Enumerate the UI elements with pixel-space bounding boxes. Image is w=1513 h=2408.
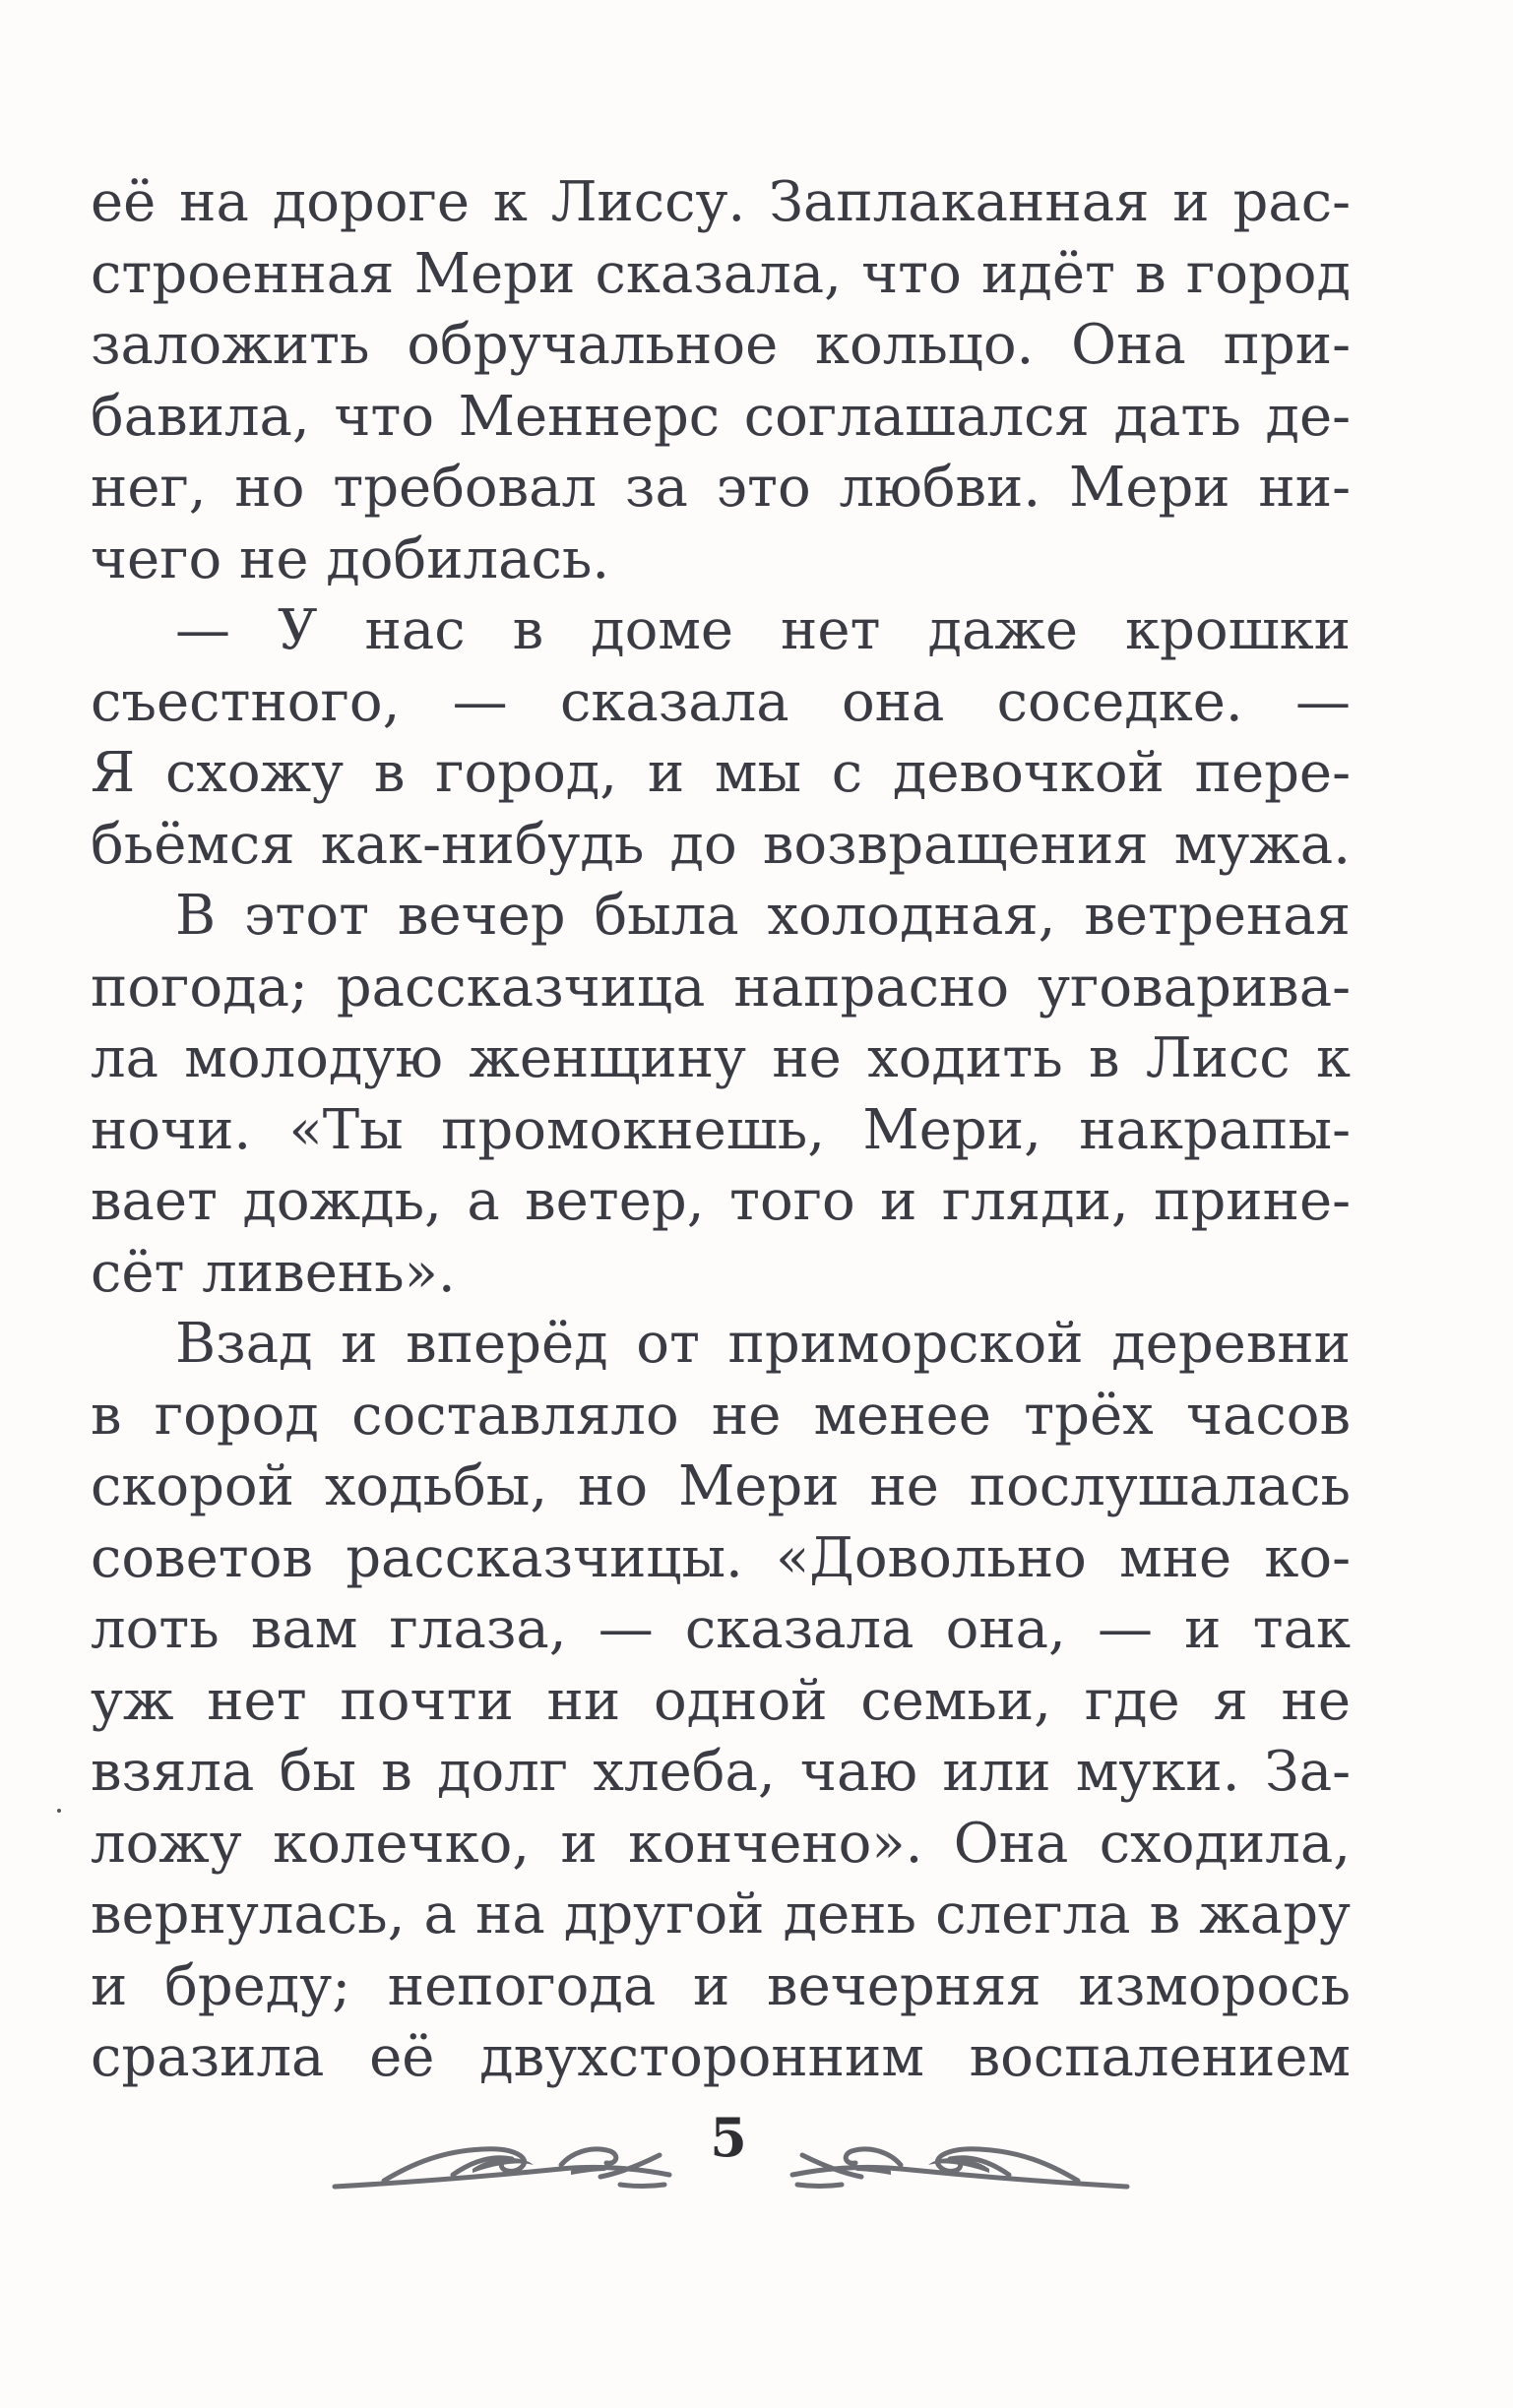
text-line: строенная Мери сказала, что идёт в город: [91, 241, 1351, 306]
text-line: взяла бы в долг хлеба, чаю или муки. За-: [91, 1740, 1351, 1804]
text-line: вает дождь, а ветер, того и гляди, прине-: [91, 1169, 1351, 1233]
page-number: 5: [710, 2106, 747, 2169]
text-line: заложить обручальное кольцо. Она при-: [91, 313, 1351, 377]
text-line: — У нас в доме нет даже крошки: [175, 598, 1351, 662]
text-line: сёт ливень».: [91, 1240, 456, 1305]
text-line: лоть вам глаза, — сказала она, — и так: [91, 1597, 1351, 1661]
text-line: скорой ходьбы, но Мери не послушалась: [91, 1454, 1351, 1518]
text-line: в город составляло не менее трёх часов: [91, 1383, 1351, 1448]
text-line: ла молодую женщину не ходить в Лисс к: [91, 1026, 1351, 1090]
text-line: советов рассказчицы. «Довольно мне ко-: [91, 1525, 1351, 1590]
text-line: ночи. «Ты промокнешь, Мери, накрапы-: [91, 1097, 1351, 1162]
text-line: погода; рассказчица напрасно уговарива-: [91, 955, 1351, 1019]
right-ornament-icon: [783, 2126, 1137, 2204]
text-line: Я схожу в город, и мы с девочкой пере-: [91, 741, 1351, 805]
text-line: ложу колечко, и кончено». Она сходила,: [91, 1811, 1351, 1876]
text-line: бавила, что Меннерс соглашался дать де-: [91, 384, 1351, 449]
text-line: сразила её двухсторонним воспалением: [91, 2025, 1351, 2089]
text-line: чего не добилась.: [91, 526, 610, 591]
text-line: и бреду; непогода и вечерняя изморось: [91, 1953, 1351, 2018]
text-line: В этот вечер была холодная, ветреная: [175, 884, 1351, 948]
text-line: нег, но требовал за это любви. Мери ни-: [91, 456, 1351, 520]
text-line: съестного, — сказала она соседке. —: [91, 669, 1351, 734]
print-speck: [57, 1809, 61, 1813]
left-ornament-icon: [325, 2126, 679, 2204]
text-line: её на дороге к Лиссу. Заплаканная и рас-: [91, 170, 1351, 234]
text-line: уж нет почти ни одной семьи, где я не: [91, 1668, 1351, 1733]
text-line: бьёмся как-нибудь до возвращения мужа.: [91, 812, 1351, 877]
body-text: [91, 167, 1351, 2094]
text-line: Взад и вперёд от приморской деревни: [175, 1312, 1351, 1376]
text-line: вернулась, а на другой день слегла в жару: [91, 1883, 1351, 1946]
